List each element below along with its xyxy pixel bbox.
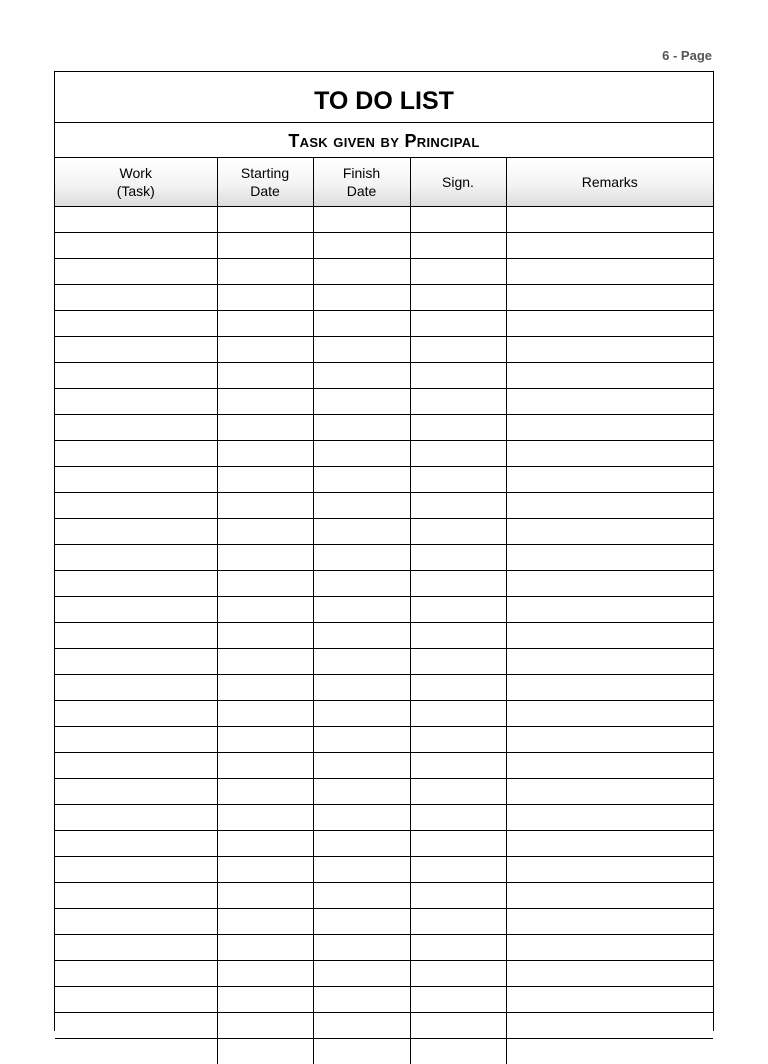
work-cell[interactable] <box>55 1038 217 1064</box>
work-cell[interactable] <box>55 726 217 752</box>
table-row <box>55 1012 713 1038</box>
sign-cell[interactable] <box>410 778 506 804</box>
sign-cell[interactable] <box>410 804 506 830</box>
starting-date-cell[interactable] <box>217 258 313 284</box>
column-header-label: Date <box>346 182 377 199</box>
remarks-cell[interactable] <box>506 544 713 570</box>
column-header-sign <box>410 158 506 206</box>
remarks-cell[interactable] <box>506 856 713 882</box>
work-cell[interactable] <box>55 466 217 492</box>
sign-cell[interactable] <box>410 856 506 882</box>
column-header-starting-date <box>217 158 313 206</box>
starting-date-cell[interactable] <box>217 882 313 908</box>
page-number: 6 - Page <box>662 48 712 63</box>
table-row <box>55 258 713 284</box>
remarks-cell[interactable] <box>506 752 713 778</box>
sign-cell[interactable] <box>410 232 506 258</box>
finish-date-cell[interactable] <box>313 596 410 622</box>
table-row <box>55 856 713 882</box>
work-cell[interactable] <box>55 310 217 336</box>
table-row <box>55 310 713 336</box>
work-cell[interactable] <box>55 570 217 596</box>
remarks-cell[interactable] <box>506 284 713 310</box>
starting-date-cell[interactable] <box>217 908 313 934</box>
sign-cell[interactable] <box>410 908 506 934</box>
sign-cell[interactable] <box>410 1012 506 1038</box>
finish-date-cell[interactable] <box>313 1038 410 1064</box>
starting-date-cell[interactable] <box>217 232 313 258</box>
starting-date-cell[interactable] <box>217 622 313 648</box>
table-row <box>55 700 713 726</box>
sign-cell[interactable] <box>410 830 506 856</box>
work-cell[interactable] <box>55 362 217 388</box>
finish-date-cell[interactable] <box>313 440 410 466</box>
starting-date-cell[interactable] <box>217 856 313 882</box>
starting-date-cell[interactable] <box>217 492 313 518</box>
work-cell[interactable] <box>55 778 217 804</box>
starting-date-cell[interactable] <box>217 726 313 752</box>
sign-cell[interactable] <box>410 934 506 960</box>
remarks-cell[interactable] <box>506 726 713 752</box>
remarks-cell[interactable] <box>506 804 713 830</box>
work-cell[interactable] <box>55 804 217 830</box>
finish-date-cell[interactable] <box>313 206 410 232</box>
work-cell[interactable] <box>55 388 217 414</box>
work-cell[interactable] <box>55 336 217 362</box>
table-row <box>55 1038 713 1064</box>
sign-cell[interactable] <box>410 388 506 414</box>
work-cell[interactable] <box>55 830 217 856</box>
work-cell[interactable] <box>55 232 217 258</box>
remarks-cell[interactable] <box>506 388 713 414</box>
remarks-cell[interactable] <box>506 518 713 544</box>
work-cell[interactable] <box>55 414 217 440</box>
column-header-label: Remarks <box>581 173 638 190</box>
sign-cell[interactable] <box>410 752 506 778</box>
work-cell[interactable] <box>55 700 217 726</box>
table-row <box>55 960 713 986</box>
remarks-cell[interactable] <box>506 310 713 336</box>
page-subtitle: Task given by Principal <box>55 123 713 158</box>
table-row <box>55 336 713 362</box>
table-row <box>55 882 713 908</box>
sign-cell[interactable] <box>410 284 506 310</box>
table-row <box>55 206 713 232</box>
table-row <box>55 726 713 752</box>
remarks-cell[interactable] <box>506 466 713 492</box>
table-row <box>55 232 713 258</box>
finish-date-cell[interactable] <box>313 362 410 388</box>
column-header-label: (Task) <box>116 182 155 199</box>
starting-date-cell[interactable] <box>217 960 313 986</box>
remarks-cell[interactable] <box>506 648 713 674</box>
finish-date-cell[interactable] <box>313 232 410 258</box>
finish-date-cell[interactable] <box>313 648 410 674</box>
column-header-label: Finish <box>342 164 381 181</box>
starting-date-cell[interactable] <box>217 1038 313 1064</box>
sign-cell[interactable] <box>410 648 506 674</box>
table-row <box>55 414 713 440</box>
sign-cell[interactable] <box>410 518 506 544</box>
remarks-cell[interactable] <box>506 258 713 284</box>
table-row <box>55 648 713 674</box>
finish-date-cell[interactable] <box>313 934 410 960</box>
finish-date-cell[interactable] <box>313 986 410 1012</box>
remarks-cell[interactable] <box>506 908 713 934</box>
remarks-cell[interactable] <box>506 206 713 232</box>
remarks-cell[interactable] <box>506 414 713 440</box>
remarks-cell[interactable] <box>506 596 713 622</box>
table-row <box>55 986 713 1012</box>
starting-date-cell[interactable] <box>217 648 313 674</box>
table-row <box>55 284 713 310</box>
sign-cell[interactable] <box>410 362 506 388</box>
column-header-work <box>55 158 217 206</box>
table-row <box>55 908 713 934</box>
sign-cell[interactable] <box>410 882 506 908</box>
finish-date-cell[interactable] <box>313 726 410 752</box>
remarks-cell[interactable] <box>506 492 713 518</box>
starting-date-cell[interactable] <box>217 466 313 492</box>
work-cell[interactable] <box>55 1012 217 1038</box>
finish-date-cell[interactable] <box>313 284 410 310</box>
sign-cell[interactable] <box>410 336 506 362</box>
column-header-label: Starting <box>240 164 290 181</box>
starting-date-cell[interactable] <box>217 570 313 596</box>
work-cell[interactable] <box>55 284 217 310</box>
finish-date-cell[interactable] <box>313 414 410 440</box>
starting-date-cell[interactable] <box>217 986 313 1012</box>
finish-date-cell[interactable] <box>313 336 410 362</box>
remarks-cell[interactable] <box>506 700 713 726</box>
sign-cell[interactable] <box>410 440 506 466</box>
starting-date-cell[interactable] <box>217 440 313 466</box>
finish-date-cell[interactable] <box>313 570 410 596</box>
sign-cell[interactable] <box>410 492 506 518</box>
finish-date-cell[interactable] <box>313 622 410 648</box>
finish-date-cell[interactable] <box>313 804 410 830</box>
starting-date-cell[interactable] <box>217 414 313 440</box>
table-row <box>55 518 713 544</box>
remarks-cell[interactable] <box>506 362 713 388</box>
work-cell[interactable] <box>55 492 217 518</box>
work-cell[interactable] <box>55 648 217 674</box>
sign-cell[interactable] <box>410 258 506 284</box>
work-cell[interactable] <box>55 752 217 778</box>
table-row <box>55 466 713 492</box>
starting-date-cell[interactable] <box>217 700 313 726</box>
sign-cell[interactable] <box>410 622 506 648</box>
sign-cell[interactable] <box>410 466 506 492</box>
remarks-cell[interactable] <box>506 934 713 960</box>
finish-date-cell[interactable] <box>313 908 410 934</box>
table-row <box>55 622 713 648</box>
remarks-cell[interactable] <box>506 882 713 908</box>
starting-date-cell[interactable] <box>217 518 313 544</box>
work-cell[interactable] <box>55 882 217 908</box>
table-row <box>55 362 713 388</box>
sign-cell[interactable] <box>410 310 506 336</box>
finish-date-cell[interactable] <box>313 310 410 336</box>
table-row <box>55 934 713 960</box>
remarks-cell[interactable] <box>506 1038 713 1064</box>
work-cell[interactable] <box>55 986 217 1012</box>
finish-date-cell[interactable] <box>313 388 410 414</box>
starting-date-cell[interactable] <box>217 804 313 830</box>
table-header-row <box>55 158 713 206</box>
finish-date-cell[interactable] <box>313 492 410 518</box>
sign-cell[interactable] <box>410 596 506 622</box>
sign-cell[interactable] <box>410 570 506 596</box>
remarks-cell[interactable] <box>506 778 713 804</box>
work-cell[interactable] <box>55 934 217 960</box>
work-cell[interactable] <box>55 440 217 466</box>
finish-date-cell[interactable] <box>313 960 410 986</box>
sign-cell[interactable] <box>410 544 506 570</box>
starting-date-cell[interactable] <box>217 362 313 388</box>
remarks-cell[interactable] <box>506 622 713 648</box>
column-header-label: Date <box>250 182 280 199</box>
starting-date-cell[interactable] <box>217 596 313 622</box>
remarks-cell[interactable] <box>506 1012 713 1038</box>
table-row <box>55 388 713 414</box>
table-row <box>55 804 713 830</box>
sign-cell[interactable] <box>410 700 506 726</box>
sign-cell[interactable] <box>410 206 506 232</box>
starting-date-cell[interactable] <box>217 544 313 570</box>
finish-date-cell[interactable] <box>313 544 410 570</box>
finish-date-cell[interactable] <box>313 856 410 882</box>
starting-date-cell[interactable] <box>217 752 313 778</box>
starting-date-cell[interactable] <box>217 778 313 804</box>
remarks-cell[interactable] <box>506 960 713 986</box>
table-row <box>55 674 713 700</box>
work-cell[interactable] <box>55 596 217 622</box>
remarks-cell[interactable] <box>506 232 713 258</box>
work-cell[interactable] <box>55 518 217 544</box>
starting-date-cell[interactable] <box>217 336 313 362</box>
table-row <box>55 752 713 778</box>
column-header-finish-date <box>313 158 410 206</box>
starting-date-cell[interactable] <box>217 284 313 310</box>
finish-date-cell[interactable] <box>313 752 410 778</box>
finish-date-cell[interactable] <box>313 778 410 804</box>
table-row <box>55 440 713 466</box>
finish-date-cell[interactable] <box>313 1012 410 1038</box>
remarks-cell[interactable] <box>506 830 713 856</box>
starting-date-cell[interactable] <box>217 934 313 960</box>
page-title: TO DO LIST <box>55 72 713 123</box>
remarks-cell[interactable] <box>506 986 713 1012</box>
sign-cell[interactable] <box>410 960 506 986</box>
task-table <box>55 158 713 1064</box>
work-cell[interactable] <box>55 674 217 700</box>
table-row <box>55 492 713 518</box>
table-row <box>55 778 713 804</box>
work-cell[interactable] <box>55 206 217 232</box>
sign-cell[interactable] <box>410 674 506 700</box>
finish-date-cell[interactable] <box>313 674 410 700</box>
table-row <box>55 596 713 622</box>
work-cell[interactable] <box>55 908 217 934</box>
table-row <box>55 570 713 596</box>
finish-date-cell[interactable] <box>313 882 410 908</box>
starting-date-cell[interactable] <box>217 388 313 414</box>
sign-cell[interactable] <box>410 986 506 1012</box>
work-cell[interactable] <box>55 544 217 570</box>
sign-cell[interactable] <box>410 414 506 440</box>
column-header-label: Sign. <box>442 173 474 190</box>
column-header-remarks <box>506 158 713 206</box>
table-body <box>55 206 713 1064</box>
finish-date-cell[interactable] <box>313 466 410 492</box>
finish-date-cell[interactable] <box>313 258 410 284</box>
remarks-cell[interactable] <box>506 440 713 466</box>
starting-date-cell[interactable] <box>217 310 313 336</box>
remarks-cell[interactable] <box>506 570 713 596</box>
finish-date-cell[interactable] <box>313 700 410 726</box>
sign-cell[interactable] <box>410 1038 506 1064</box>
remarks-cell[interactable] <box>506 674 713 700</box>
work-cell[interactable] <box>55 960 217 986</box>
table-row <box>55 544 713 570</box>
starting-date-cell[interactable] <box>217 1012 313 1038</box>
sign-cell[interactable] <box>410 726 506 752</box>
finish-date-cell[interactable] <box>313 830 410 856</box>
todo-sheet <box>54 71 714 1031</box>
finish-date-cell[interactable] <box>313 518 410 544</box>
remarks-cell[interactable] <box>506 336 713 362</box>
starting-date-cell[interactable] <box>217 674 313 700</box>
starting-date-cell[interactable] <box>217 830 313 856</box>
column-header-label: Work <box>119 164 152 181</box>
work-cell[interactable] <box>55 622 217 648</box>
work-cell[interactable] <box>55 856 217 882</box>
work-cell[interactable] <box>55 258 217 284</box>
starting-date-cell[interactable] <box>217 206 313 232</box>
table-row <box>55 830 713 856</box>
